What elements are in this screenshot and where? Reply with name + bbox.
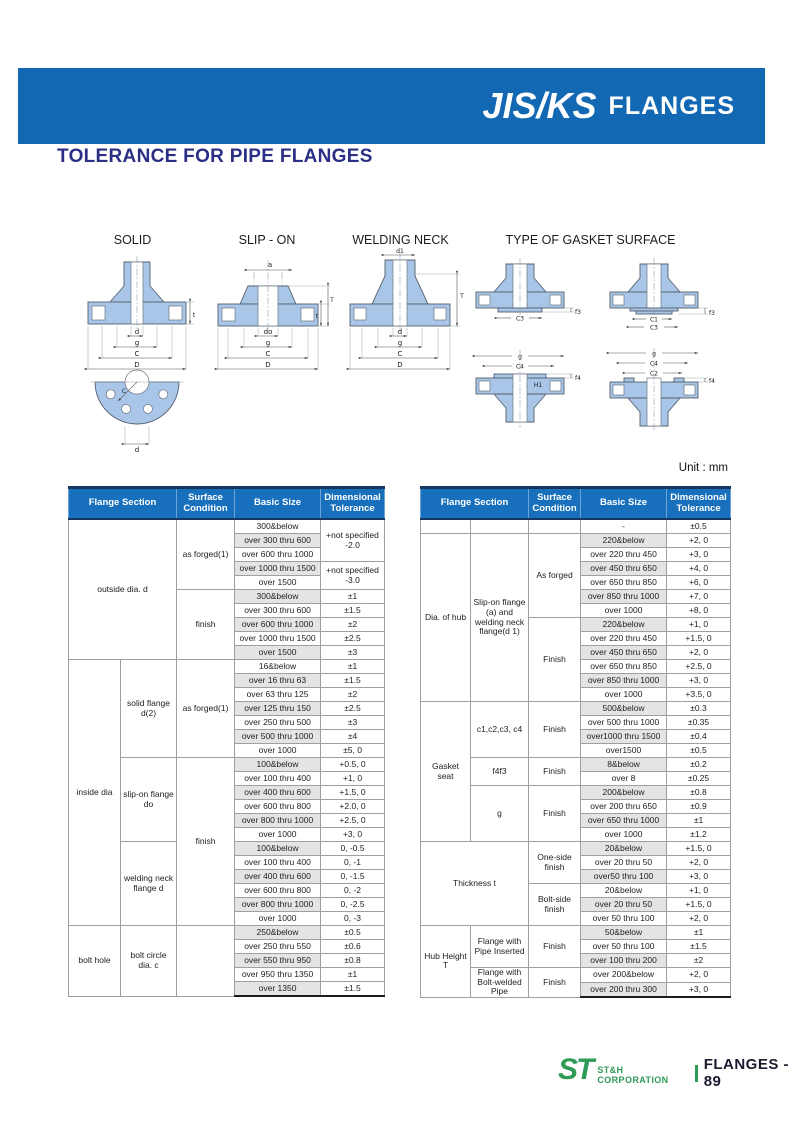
table-row — [421, 926, 731, 940]
dim-label-g-br: g — [652, 350, 656, 358]
banner-series-title: JIS/KS — [482, 85, 597, 126]
dim-label-f3: f3 — [575, 309, 581, 316]
dim-label-D: D — [134, 361, 140, 369]
table-cell: 0, -3 — [321, 912, 385, 926]
table-cell: 300&below — [235, 519, 321, 534]
table-cell: +3.5, 0 — [667, 688, 731, 702]
section-cell: outside dia. d — [69, 519, 177, 660]
table-cell: over 450 thru 650 — [581, 562, 667, 576]
section-cell: welding neck flange d — [121, 842, 177, 926]
table-cell: 220&below — [581, 618, 667, 632]
section-cell: finish — [177, 590, 235, 660]
table-cell: over 650 thru 850 — [581, 660, 667, 674]
section-cell: Finish — [529, 758, 581, 786]
table-cell: over 400 thru 600 — [235, 786, 321, 800]
section-cell: f4f3 — [471, 758, 529, 786]
dim-label-C2: C2 — [649, 370, 659, 378]
table-cell: over 650 thru 850 — [581, 576, 667, 590]
section-cell: finish — [177, 758, 235, 926]
table-cell: ±1 — [321, 660, 385, 674]
section-cell: One-side finish — [529, 842, 581, 884]
dim-label-t: t — [192, 312, 196, 319]
table-cell: +6, 0 — [667, 576, 731, 590]
table-cell: 100&below — [235, 758, 321, 772]
table-cell: over 800 thru 1000 — [235, 814, 321, 828]
table-cell: 300&below — [235, 590, 321, 604]
section-cell: Bolt-side finish — [529, 884, 581, 926]
table-cell: over 100 thru 400 — [235, 856, 321, 870]
table-cell: over 100 thru 200 — [581, 954, 667, 968]
section-cell: Hub Height T — [421, 926, 471, 998]
table-cell: over 200 thru 300 — [581, 982, 667, 997]
gasket-type-tongue — [476, 350, 581, 428]
table-cell: over 125 thru 150 — [235, 702, 321, 716]
dim-label-C1: C1 — [649, 316, 659, 324]
welding-neck-flange-diagram — [338, 248, 464, 393]
dim-label-f4-br: f4 — [709, 378, 715, 385]
dim-label-C: C — [134, 350, 140, 358]
table-cell: ±1 — [321, 590, 385, 604]
table-cell: +1.5, 0 — [667, 898, 731, 912]
table-cell: over 950 thru 1350 — [235, 968, 321, 982]
table-cell: ±0.9 — [667, 800, 731, 814]
table-cell: over 100 thru 400 — [235, 772, 321, 786]
page-header-banner — [18, 68, 765, 144]
section-cell: inside dia — [69, 660, 121, 926]
unit-label: Unit : mm — [678, 462, 728, 474]
table-cell: ±1.5 — [321, 604, 385, 618]
table-cell: 0, -2.5 — [321, 898, 385, 912]
table-cell: over 20 thru 50 — [581, 898, 667, 912]
dim-label-T: T — [460, 293, 464, 300]
table-cell: over1500 — [581, 744, 667, 758]
section-cell: bolt circle dia. c — [121, 926, 177, 997]
diagram-title-welding-neck: WELDING NECK — [352, 233, 449, 247]
table-cell: ±0.5 — [667, 744, 731, 758]
table-cell: ±0.8 — [321, 954, 385, 968]
table-row — [69, 519, 385, 534]
dim-label-circle-d: d — [134, 446, 140, 454]
page-footer — [558, 1050, 800, 1090]
gasket-type-male-female — [610, 258, 715, 332]
table-cell: over 20 thru 50 — [581, 856, 667, 870]
section-cell: as forged(1) — [177, 519, 235, 590]
table-cell: +1.5, 0 — [321, 786, 385, 800]
table-cell: +2.0, 0 — [321, 800, 385, 814]
dim-label-C3b: C3 — [649, 324, 659, 332]
table-cell: over 1000 thru 1500 — [235, 632, 321, 646]
table-cell: ±0.4 — [667, 730, 731, 744]
table-cell: over 250 thru 500 — [235, 716, 321, 730]
dim-label-D: D — [397, 361, 403, 369]
table-cell: ±4 — [321, 730, 385, 744]
table-cell: ±0.6 — [321, 940, 385, 954]
table-cell: +1.5, 0 — [667, 842, 731, 856]
table-cell: ±5, 0 — [321, 744, 385, 758]
column-header: Flange Section — [421, 488, 529, 520]
section-cell: Thickness t — [421, 842, 529, 926]
table-cell: +3, 0 — [667, 548, 731, 562]
table-cell: ±0.5 — [321, 926, 385, 940]
table-cell: 0, -0.5 — [321, 842, 385, 856]
section-cell: Finish — [529, 618, 581, 702]
section-cell: Finish — [529, 702, 581, 758]
section-cell: Flange with Pipe Inserted — [471, 926, 529, 968]
table-cell: ±0.35 — [667, 716, 731, 730]
table-cell: 50&below — [581, 926, 667, 940]
table-cell: +1, 0 — [667, 618, 731, 632]
table-cell: +7, 0 — [667, 590, 731, 604]
table-cell: ±1 — [667, 926, 731, 940]
table-cell: 0, -1.5 — [321, 870, 385, 884]
dim-label-d: d — [134, 328, 140, 336]
gasket-surface-diagrams — [468, 250, 740, 432]
table-cell: over 1000 — [235, 744, 321, 758]
table-cell: over 1000 — [235, 828, 321, 842]
table-cell: over 220 thru 450 — [581, 548, 667, 562]
section-cell: Finish — [529, 926, 581, 968]
section-cell: c1,c2,c3, c4 — [471, 702, 529, 758]
column-header: Dimensional Tolerance — [321, 488, 385, 520]
company-logo: ST — [558, 1053, 593, 1086]
table-cell: ±2.5 — [321, 702, 385, 716]
table-cell: ±0.8 — [667, 786, 731, 800]
table-cell: +not specified -3.0 — [321, 562, 385, 590]
dim-label-C: C — [265, 350, 271, 358]
table-cell: over 800 thru 1000 — [235, 898, 321, 912]
dim-label-D: D — [265, 361, 271, 369]
table-cell: over50 thru 100 — [581, 870, 667, 884]
dim-label-g: g — [134, 339, 140, 347]
table-cell: over 450 thru 650 — [581, 646, 667, 660]
section-cell — [421, 519, 471, 534]
diagram-title-solid: SOLID — [113, 233, 152, 247]
table-cell: over 1000 — [235, 912, 321, 926]
table-cell: ±2 — [321, 688, 385, 702]
table-cell: 0, -2 — [321, 884, 385, 898]
table-cell: ±2.5 — [321, 632, 385, 646]
table-cell: ±2 — [667, 954, 731, 968]
table-cell: over 850 thru 1000 — [581, 590, 667, 604]
table-row — [69, 660, 385, 674]
table-cell: ±3 — [321, 646, 385, 660]
table-cell: over 1500 — [235, 576, 321, 590]
column-header: Basic Size — [581, 488, 667, 520]
column-header: Surface Condition — [177, 488, 235, 520]
table-cell: +2.5, 0 — [321, 814, 385, 828]
table-cell: +2, 0 — [667, 856, 731, 870]
table-cell: over 8 — [581, 772, 667, 786]
dim-label-do: do — [263, 328, 273, 336]
table-cell: +1, 0 — [667, 884, 731, 898]
dim-label-f3b: f3 — [709, 310, 715, 317]
gasket-type-groove — [610, 348, 715, 432]
dim-label-a: a — [267, 261, 273, 269]
table-cell: over1000 thru 1500 — [581, 730, 667, 744]
table-cell: over 1000 — [581, 688, 667, 702]
table-cell: ±0.5 — [667, 519, 731, 534]
banner-category-title: FLANGES — [608, 91, 735, 120]
table-cell: over 600 thru 1000 — [235, 618, 321, 632]
dim-label-f4-bl: f4 — [575, 375, 581, 382]
table-cell: over 16 thru 63 — [235, 674, 321, 688]
table-cell: over 600 thru 800 — [235, 884, 321, 898]
table-cell: ±1 — [321, 968, 385, 982]
column-header: Surface Condition — [529, 488, 581, 520]
table-cell: over 650 thru 1000 — [581, 814, 667, 828]
dim-label-H1: H1 — [533, 382, 543, 389]
table-cell: over 200&below — [581, 968, 667, 983]
table-cell: over 850 thru 1000 — [581, 674, 667, 688]
dim-label-circle-C: C — [121, 388, 127, 395]
gasket-type-raised-face — [476, 258, 581, 323]
table-cell: +4, 0 — [667, 562, 731, 576]
table-cell: 500&below — [581, 702, 667, 716]
page-number: FLANGES - 89 — [703, 1056, 790, 1090]
dim-label-d: d — [397, 328, 403, 336]
table-row — [421, 534, 731, 548]
footer-divider — [695, 1065, 698, 1082]
table-cell: +3, 0 — [321, 828, 385, 842]
section-cell: bolt hole — [69, 926, 121, 997]
table-cell: +3, 0 — [667, 982, 731, 997]
table-cell: +3, 0 — [667, 870, 731, 884]
table-cell: ±1.2 — [667, 828, 731, 842]
table-cell: over 500 thru 1000 — [235, 730, 321, 744]
table-cell: over 50 thru 100 — [581, 940, 667, 954]
section-cell: g — [471, 786, 529, 842]
section-cell: Gasket seat — [421, 702, 471, 842]
diagram-title-gasket-surface: TYPE OF GASKET SURFACE — [505, 233, 676, 247]
dim-label-g: g — [397, 339, 403, 347]
table-cell: 100&below — [235, 842, 321, 856]
table-row — [421, 519, 731, 534]
table-cell: +0.5, 0 — [321, 758, 385, 772]
section-cell: Finish — [529, 786, 581, 842]
section-cell: Slip-on flange (a) and welding neck flange(d 1) — [471, 534, 529, 702]
table-cell: over 300 thru 600 — [235, 604, 321, 618]
table-cell: - — [581, 519, 667, 534]
table-cell: 250&below — [235, 926, 321, 940]
table-cell: +2, 0 — [667, 646, 731, 660]
table-cell: over 200 thru 650 — [581, 800, 667, 814]
right-tolerance-table — [420, 486, 731, 998]
column-header: Basic Size — [235, 488, 321, 520]
section-cell: as forged(1) — [177, 660, 235, 758]
table-cell: +2, 0 — [667, 912, 731, 926]
table-cell: ±1.5 — [667, 940, 731, 954]
table-cell: 16&below — [235, 660, 321, 674]
table-cell: +1, 0 — [321, 772, 385, 786]
table-cell: over 1000 — [581, 828, 667, 842]
dim-label-C: C — [397, 350, 403, 358]
dim-label-T: T — [330, 297, 334, 304]
section-cell — [471, 519, 529, 534]
section-cell: Finish — [529, 968, 581, 998]
table-cell: +2, 0 — [667, 968, 731, 983]
table-cell: over 1000 — [581, 604, 667, 618]
table-cell: ±0.2 — [667, 758, 731, 772]
table-cell: over 400 thru 600 — [235, 870, 321, 884]
table-cell: over 220 thru 450 — [581, 632, 667, 646]
table-cell: 200&below — [581, 786, 667, 800]
section-cell: slip-on flange do — [121, 758, 177, 842]
table-cell: ±0.25 — [667, 772, 731, 786]
table-cell: over 250 thru 550 — [235, 940, 321, 954]
table-cell: +3, 0 — [667, 674, 731, 688]
section-cell: Flange with Bolt-welded Pipe — [471, 968, 529, 998]
dim-label-C4-bl: C4 — [515, 363, 525, 371]
table-cell: over 550 thru 950 — [235, 954, 321, 968]
dim-label-d1: d1 — [396, 248, 404, 255]
table-cell: ±1.5 — [321, 674, 385, 688]
table-cell: +2, 0 — [667, 534, 731, 548]
table-cell: over 600 thru 800 — [235, 800, 321, 814]
slip-on-flange-diagram — [208, 252, 334, 392]
table-cell: ±0.3 — [667, 702, 731, 716]
column-header: Dimensional Tolerance — [667, 488, 731, 520]
table-row — [421, 702, 731, 716]
table-cell: 0, -1 — [321, 856, 385, 870]
table-cell: over 300 thru 600 — [235, 534, 321, 548]
solid-flange-diagram — [80, 252, 198, 454]
dim-label-C4-br: C4 — [649, 360, 659, 368]
table-cell: 8&below — [581, 758, 667, 772]
dim-label-t: t — [315, 313, 319, 320]
table-cell: +8, 0 — [667, 604, 731, 618]
table-cell: ±1.5 — [321, 982, 385, 997]
table-cell: +2.5, 0 — [667, 660, 731, 674]
dim-label-g-bl: g — [518, 353, 522, 361]
section-cell: solid flange d(2) — [121, 660, 177, 758]
diagram-title-slip-on: SLIP - ON — [238, 233, 296, 247]
section-cell — [529, 519, 581, 534]
dim-label-g: g — [265, 339, 271, 347]
table-row — [69, 926, 385, 940]
section-cell: Dia. of hub — [421, 534, 471, 702]
dim-label-C3: C3 — [515, 315, 525, 323]
table-cell: 220&below — [581, 534, 667, 548]
table-cell: ±2 — [321, 618, 385, 632]
table-cell: ±3 — [321, 716, 385, 730]
table-cell: 20&below — [581, 842, 667, 856]
table-cell: 20&below — [581, 884, 667, 898]
table-cell: over 50 thru 100 — [581, 912, 667, 926]
page-title: TOLERANCE FOR PIPE FLANGES — [57, 146, 373, 167]
table-cell: over 63 thru 125 — [235, 688, 321, 702]
left-tolerance-table — [68, 486, 385, 997]
column-header: Flange Section — [69, 488, 177, 520]
table-cell: +1.5, 0 — [667, 632, 731, 646]
table-cell: over 1000 thru 1500 — [235, 562, 321, 576]
section-cell: As forged — [529, 534, 581, 618]
table-cell: ±1 — [667, 814, 731, 828]
table-cell: over 500 thru 1000 — [581, 716, 667, 730]
table-cell: over 600 thru 1000 — [235, 548, 321, 562]
table-cell: over 1350 — [235, 982, 321, 997]
table-cell: +not specified -2.0 — [321, 519, 385, 562]
table-row — [421, 842, 731, 856]
company-name: ST&H CORPORATION — [597, 1064, 669, 1085]
section-cell — [177, 926, 235, 997]
table-cell: over 1500 — [235, 646, 321, 660]
